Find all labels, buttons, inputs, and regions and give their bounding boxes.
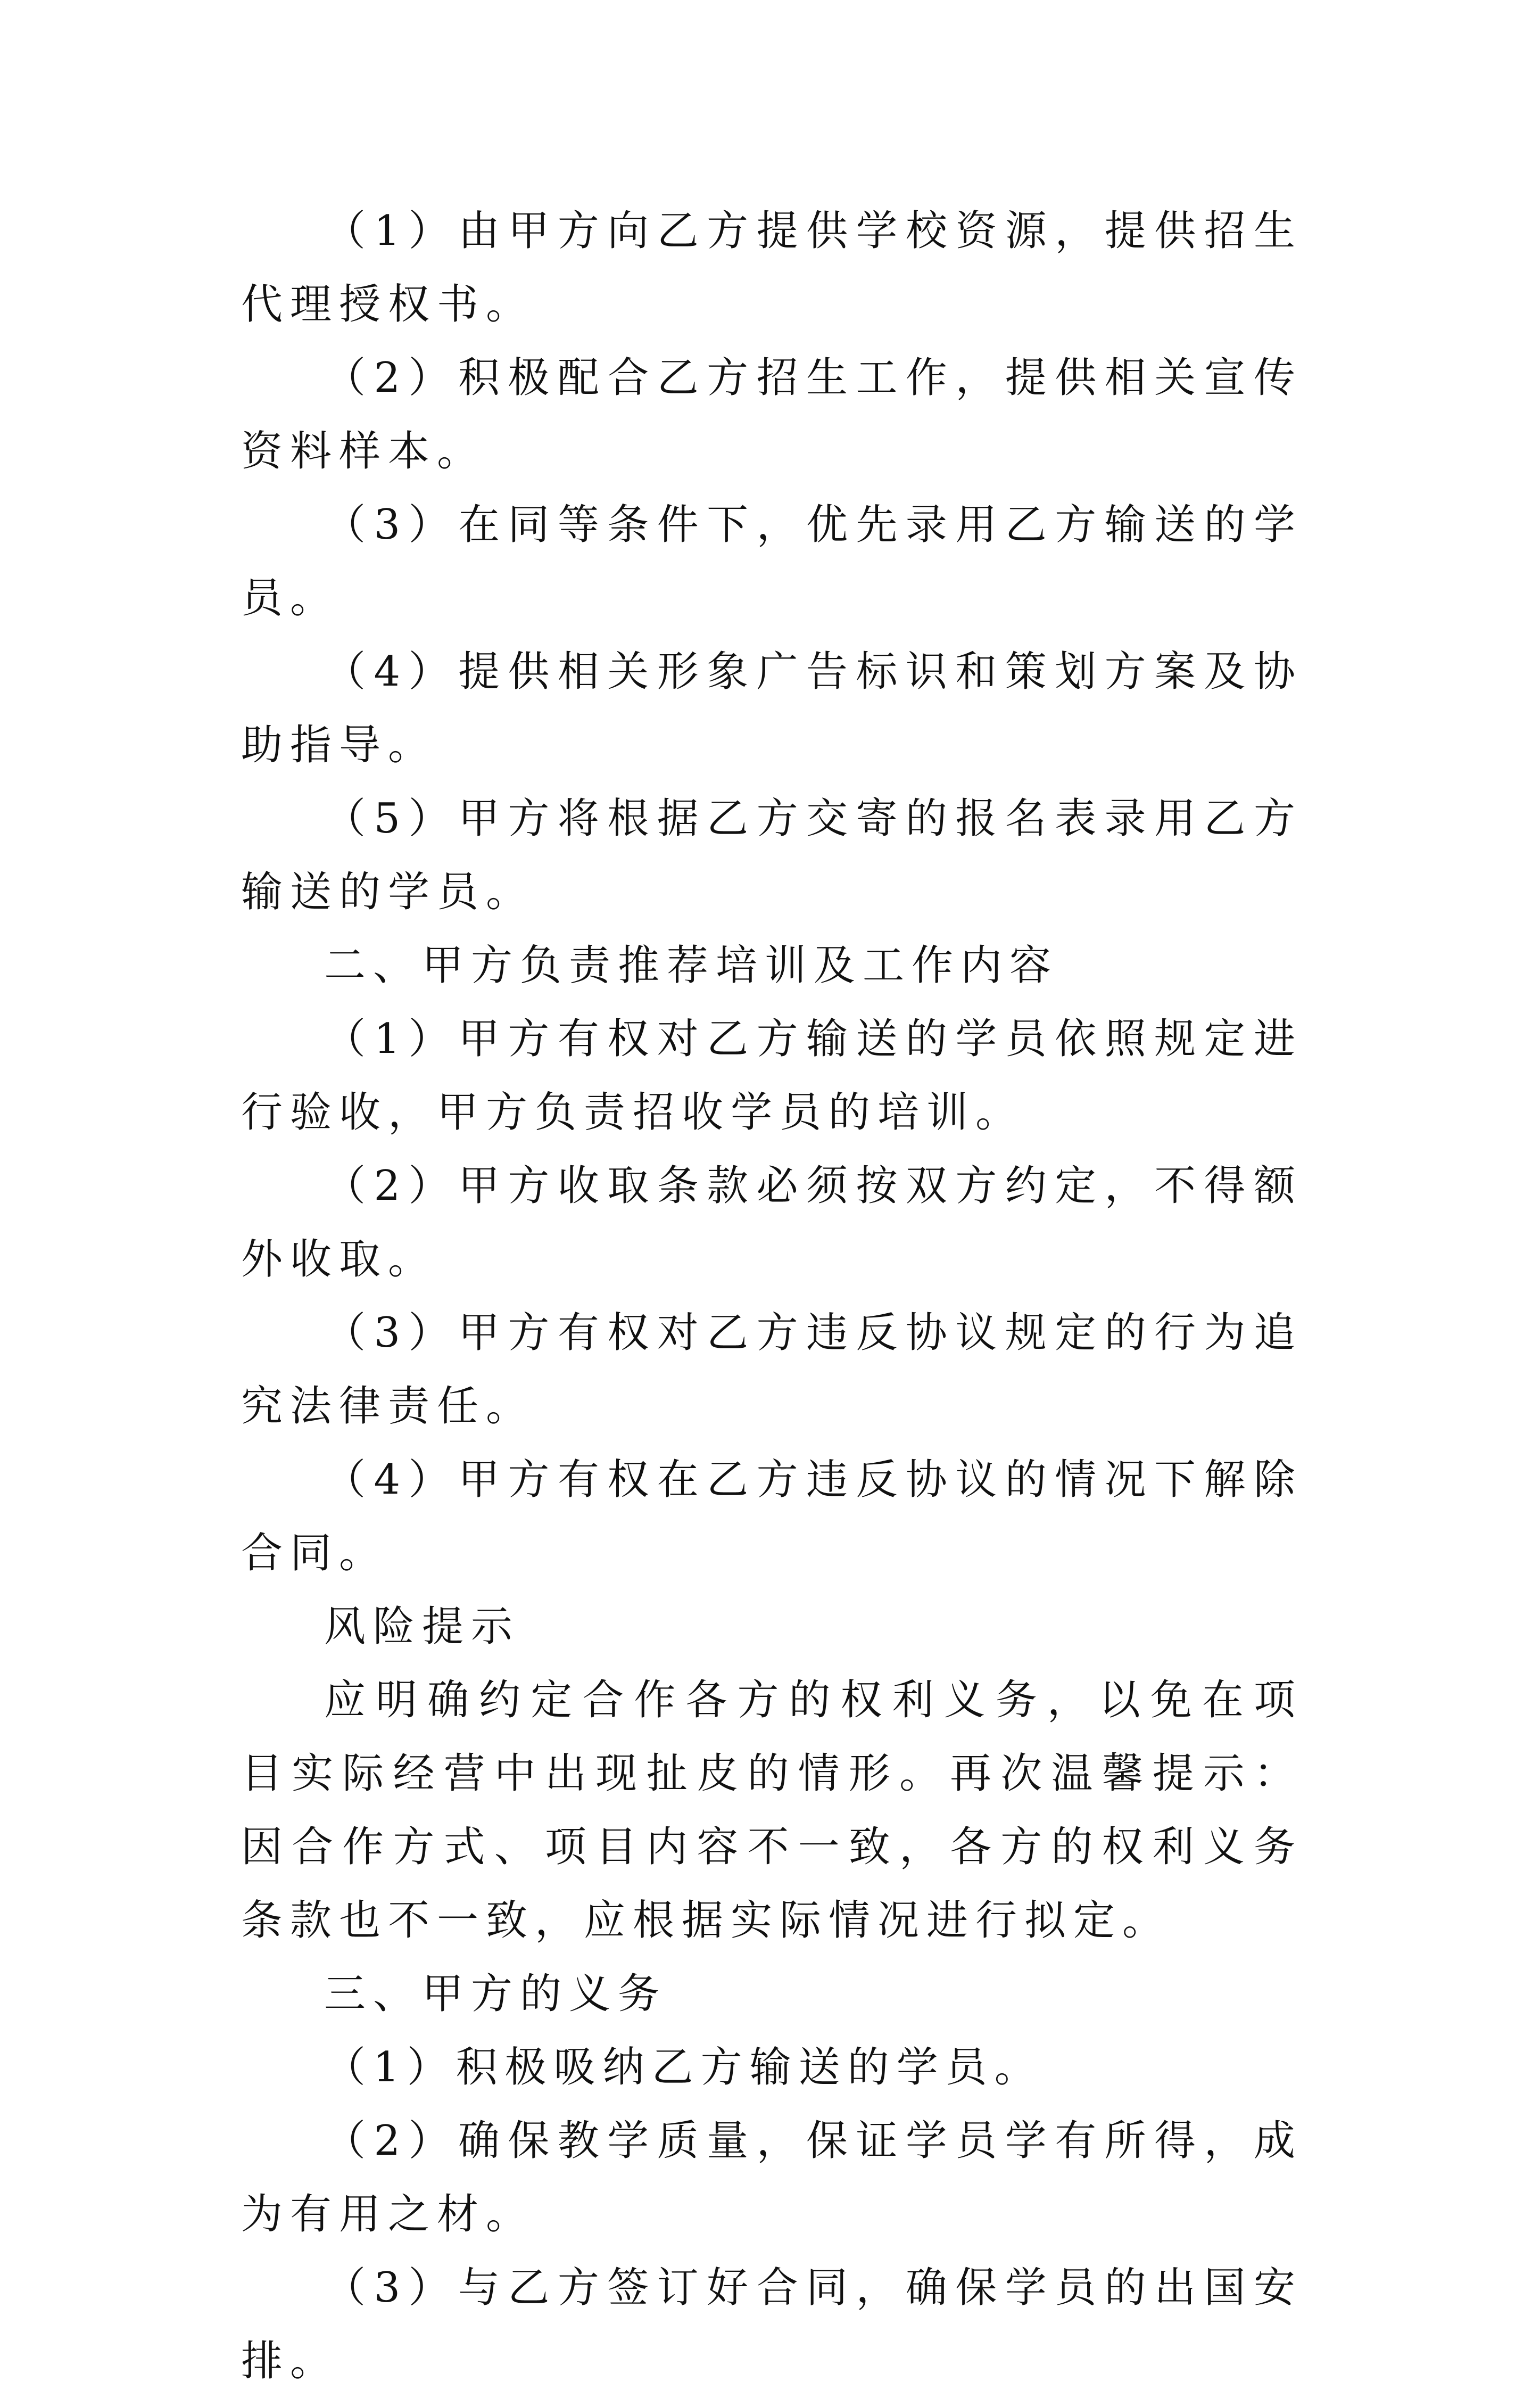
paragraph-2-4: （4）甲方有权在乙方违反协议的情况下解除合同。 [241, 1456, 1303, 1577]
paragraph-3-1: （1）积极吸纳乙方输送的学员。 [324, 2043, 1044, 2091]
paragraph-2-2: （2）甲方收取条款必须按双方约定，不得额外收取。 [241, 1162, 1303, 1283]
paragraph-1-3: （3）在同等条件下，优先录用乙方输送的学员。 [241, 501, 1303, 622]
section-heading-3: 三、甲方的义务 [324, 1970, 667, 2018]
paragraph-1-5: （5）甲方将根据乙方交寄的报名表录用乙方输送的学员。 [241, 795, 1303, 916]
risk-text: 应明确约定合作各方的权利义务，以免在项目实际经营中出现扯皮的情形。再次温馨提示：因合作方式、项目内容不一致，各方的权利义务条款也不一致，应根据实际情况进行拟定。 [241, 1676, 1303, 1944]
paragraph-3-2: （2）确保教学质量，保证学员学有所得，成为有用之材。 [241, 2117, 1303, 2238]
paragraph-3-3: （3）与乙方签订好合同，确保学员的出国安排。 [241, 2264, 1303, 2385]
paragraph-1-1: （1）由甲方向乙方提供学校资源，提供招生代理授权书。 [241, 207, 1303, 328]
document-body [241, 194, 1303, 2398]
paragraph-1-2: （2）积极配合乙方招生工作，提供相关宣传资料样本。 [241, 354, 1303, 475]
paragraph-2-3: （3）甲方有权对乙方违反协议规定的行为追究法律责任。 [241, 1309, 1303, 1430]
risk-heading: 风险提示 [324, 1603, 520, 1651]
paragraph-2-1: （1）甲方有权对乙方输送的学员依照规定进行验收，甲方负责招收学员的培训。 [241, 1015, 1303, 1136]
paragraph-1-4: （4）提供相关形象广告标识和策划方案及协助指导。 [241, 648, 1303, 769]
section-heading-2: 二、甲方负责推荐培训及工作内容 [324, 942, 1059, 990]
